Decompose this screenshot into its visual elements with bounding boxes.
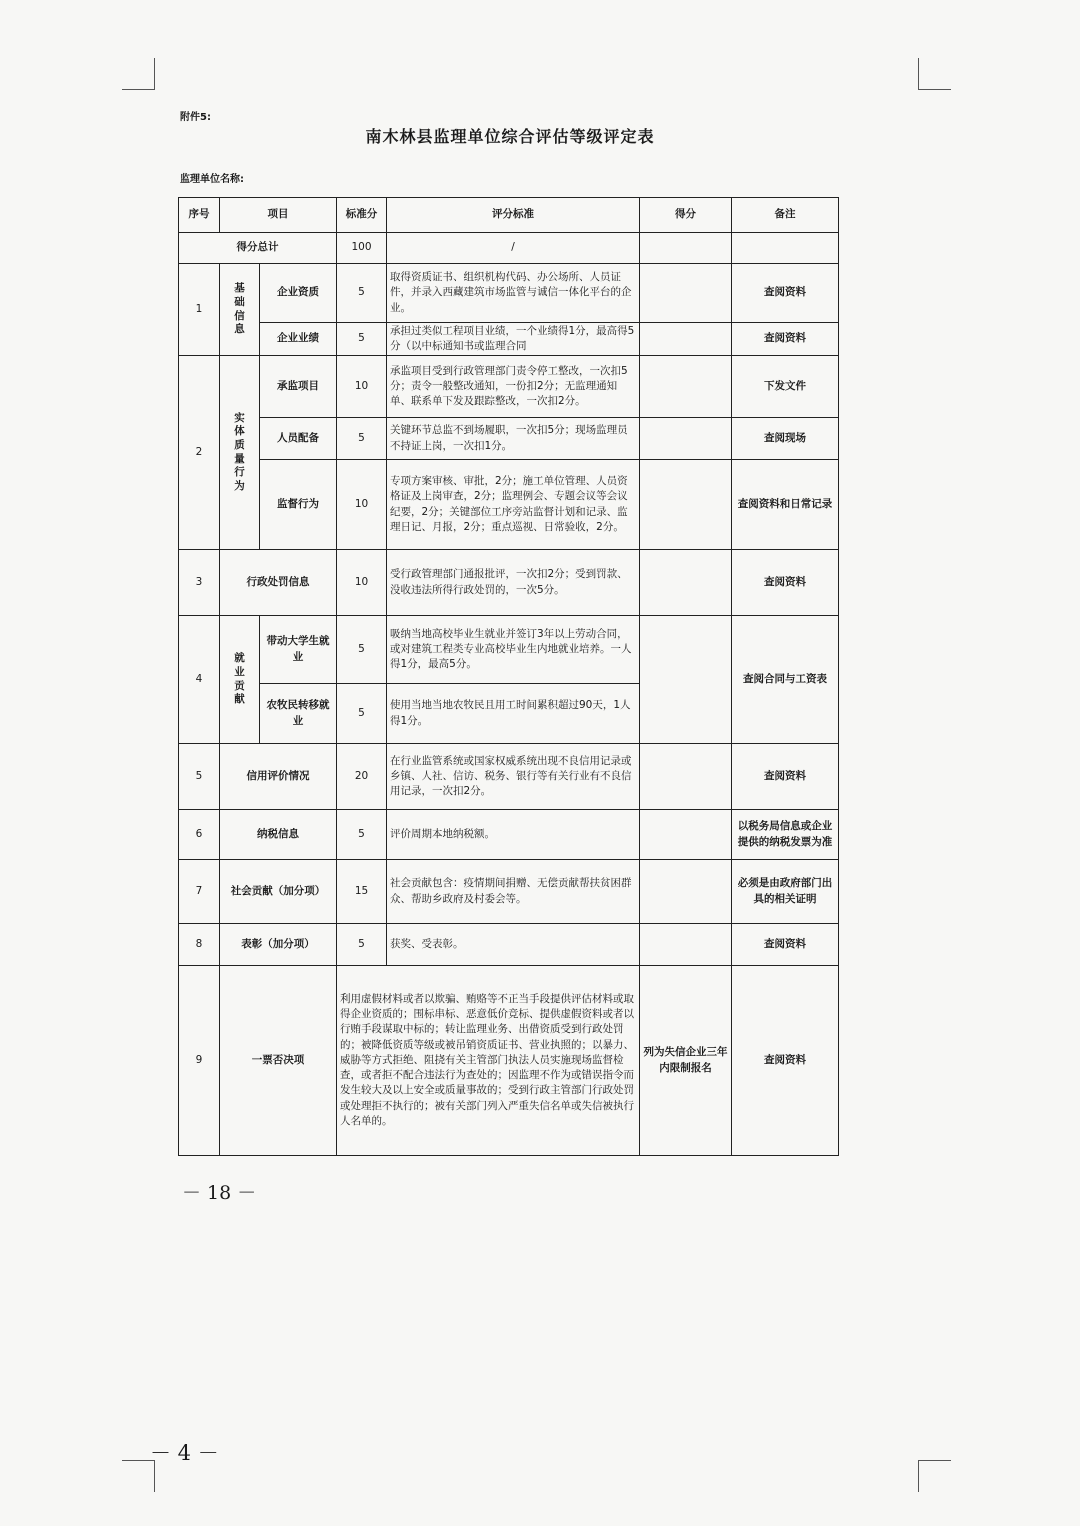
remark-text: 查阅资料 [732, 264, 839, 323]
item-label: 企业业绩 [260, 323, 337, 356]
standard-score: 5 [337, 810, 387, 860]
row-no: 5 [179, 744, 220, 810]
standard-score: 10 [337, 460, 387, 550]
criteria-text: 在行业监管系统或国家权威系统出现不良信用记录或乡镇、人社、信访、税务、银行等有关行业有不良信用记录，一次扣2分。 [387, 744, 640, 810]
table-row [179, 264, 839, 323]
header-item: 项目 [220, 198, 337, 233]
table-row [179, 550, 839, 616]
table-row [179, 924, 839, 966]
category-label [220, 356, 260, 550]
inner-page-number: － 18 － [182, 1182, 257, 1204]
score-cell[interactable] [640, 810, 732, 860]
row-no: 3 [179, 550, 220, 616]
standard-score: 5 [337, 264, 387, 323]
criteria-text: 评价周期本地纳税额。 [387, 810, 640, 860]
row-no: 2 [179, 356, 220, 550]
item-label: 承监项目 [260, 356, 337, 418]
criteria-text [387, 323, 640, 356]
table-header-row [179, 198, 839, 233]
crop-mark [122, 89, 155, 90]
criteria-text: 吸纳当地高校毕业生就业并签订3年以上劳动合同，或对建筑工程类专业高校毕业生内地就业培养。一人得1分，最高5分。 [387, 616, 640, 684]
criteria-text: 社会贡献包含：疫情期间捐赠、无偿贡献帮扶贫困群众、帮助乡政府及村委会等。 [387, 860, 640, 924]
item-label: 社会贡献（加分项） [220, 860, 337, 924]
score-cell[interactable] [640, 860, 732, 924]
category-text: 实体质量行为 [234, 411, 245, 492]
remark-text: 查阅资料 [732, 323, 839, 356]
crop-mark [918, 1460, 919, 1492]
remark-cell [732, 233, 839, 264]
score-cell[interactable] [640, 323, 732, 356]
total-row [179, 233, 839, 264]
evaluation-table [178, 197, 838, 1156]
remark-text: 以税务局信息或企业提供的纳税发票为准 [732, 810, 839, 860]
category-label [220, 616, 260, 744]
remark-text: 查阅现场 [732, 418, 839, 460]
table-row [179, 860, 839, 924]
criteria-text: 取得资质证书、组织机构代码、办公场所、人员证件，并录入西藏建筑市场监管与诚信一体化平台的企业。 [387, 264, 640, 323]
total-criteria: / [387, 233, 640, 264]
header-no: 序号 [179, 198, 220, 233]
remark-text: 查阅资料 [732, 924, 839, 966]
remark-text: 查阅资料 [732, 550, 839, 616]
crop-mark [918, 1460, 951, 1461]
header-standard-score: 标准分 [337, 198, 387, 233]
standard-score: 5 [337, 616, 387, 684]
row-no: 9 [179, 966, 220, 1156]
standard-score: 5 [337, 924, 387, 966]
score-cell[interactable] [640, 233, 732, 264]
score-cell[interactable] [640, 924, 732, 966]
criteria-text: 利用虚假材料或者以欺骗、贿赂等不正当手段提供评估材料或取得企业资质的；围标串标、恶意低价竞标、提供虚假资料或者以行贿手段谋取中标的；转让监理业务、出借资质受到行政处罚的；被降低资质等级或被吊销资质证书、营业执照的；以暴力、威胁等方式拒绝、阻挠有关主管部门执法人员实施现场监督检查，或者拒不配合违法行为查处的；因监理不作为或错误指令而发生较大及以上安全或质量事故的；受到行政主管部门行政处罚或处理拒不执行的；被有关部门列入严重失信名单或失信被执行人名单的。 [337, 966, 640, 1156]
table-row [179, 966, 839, 1156]
header-score: 得分 [640, 198, 732, 233]
criteria-text: 承监项目受到行政管理部门责令停工整改，一次扣5分；责令一般整改通知，一份扣2分；无监理通知单、联系单下发及跟踪整改，一次扣2分。 [387, 356, 640, 418]
remark-text: 查阅资料 [732, 744, 839, 810]
standard-score: 10 [337, 550, 387, 616]
criteria-text: 获奖、受表彰。 [387, 924, 640, 966]
header-criteria: 评分标准 [387, 198, 640, 233]
remark-text: 查阅资料 [732, 966, 839, 1156]
standard-score: 5 [337, 684, 387, 744]
attachment-label: 附件5: [180, 112, 211, 123]
category-label [220, 264, 260, 356]
table-row [179, 744, 839, 810]
row-no: 7 [179, 860, 220, 924]
score-cell[interactable] [640, 356, 732, 418]
row-no: 6 [179, 810, 220, 860]
unit-name-label: 监理单位名称: [180, 174, 244, 185]
table-row [179, 323, 839, 356]
item-label: 农牧民转移就业 [260, 684, 337, 744]
table-row [179, 356, 839, 418]
criteria-text: 专项方案审核、审批，2分；施工单位管理、人员资格证及上岗审查，2分；监理例会、专题会议等会议纪要，2分；关键部位工序旁站监督计划和记录、监理日记、月报，2分；重点巡视、日常验收，2分。 [387, 460, 640, 550]
crop-mark [918, 89, 951, 90]
item-label: 表彰（加分项） [220, 924, 337, 966]
table-row [179, 460, 839, 550]
score-cell[interactable] [640, 550, 732, 616]
table-row [179, 616, 839, 684]
remark-text: 下发文件 [732, 356, 839, 418]
crop-mark [918, 58, 919, 90]
standard-score: 5 [337, 418, 387, 460]
row-no: 4 [179, 616, 220, 744]
item-label: 一票否决项 [220, 966, 337, 1156]
row-no: 8 [179, 924, 220, 966]
table-row [179, 810, 839, 860]
score-cell[interactable] [640, 418, 732, 460]
remark-text: 查阅资料和日常记录 [732, 460, 839, 550]
item-label: 行政处罚信息 [220, 550, 337, 616]
category-text: 基础信息 [234, 282, 245, 336]
criteria-text: 使用当地当地农牧民且用工时间累积超过90天，1人得1分。 [387, 684, 640, 744]
criteria-text: 关键环节总监不到场履职，一次扣5分；现场监理员不持证上岗，一次扣1分。 [387, 418, 640, 460]
remark-text: 必须是由政府部门出具的相关证明 [732, 860, 839, 924]
criteria-clip: 承担过类似工程项目业绩，一个业绩得1分，最高得5分（以中标通知书或监理合同 [390, 325, 635, 353]
category-text: 就业贡献 [234, 652, 245, 706]
item-label: 带动大学生就业 [260, 616, 337, 684]
score-cell[interactable] [640, 460, 732, 550]
criteria-text: 受行政管理部门通报批评，一次扣2分；受到罚款、没收违法所得行政处罚的，一次5分。 [387, 550, 640, 616]
score-cell[interactable] [640, 616, 732, 744]
table-row [179, 418, 839, 460]
outer-page-number: － 4 － [150, 1441, 219, 1465]
total-label: 得分总计 [179, 233, 337, 264]
item-label: 监督行为 [260, 460, 337, 550]
score-cell[interactable] [640, 264, 732, 323]
item-label: 纳税信息 [220, 810, 337, 860]
remark-text: 查阅合同与工资表 [732, 616, 839, 744]
standard-score: 5 [337, 323, 387, 356]
row-no: 1 [179, 264, 220, 356]
result-text: 列为失信企业三年内限制报名 [640, 966, 732, 1156]
standard-score: 20 [337, 744, 387, 810]
item-label: 信用评价情况 [220, 744, 337, 810]
total-score: 100 [337, 233, 387, 264]
item-label: 企业资质 [260, 264, 337, 323]
crop-mark [154, 58, 155, 90]
item-label: 人员配备 [260, 418, 337, 460]
score-cell[interactable] [640, 744, 732, 810]
standard-score: 10 [337, 356, 387, 418]
page-title: 南木林县监理单位综合评估等级评定表 [365, 127, 655, 146]
standard-score: 15 [337, 860, 387, 924]
header-remark: 备注 [732, 198, 839, 233]
